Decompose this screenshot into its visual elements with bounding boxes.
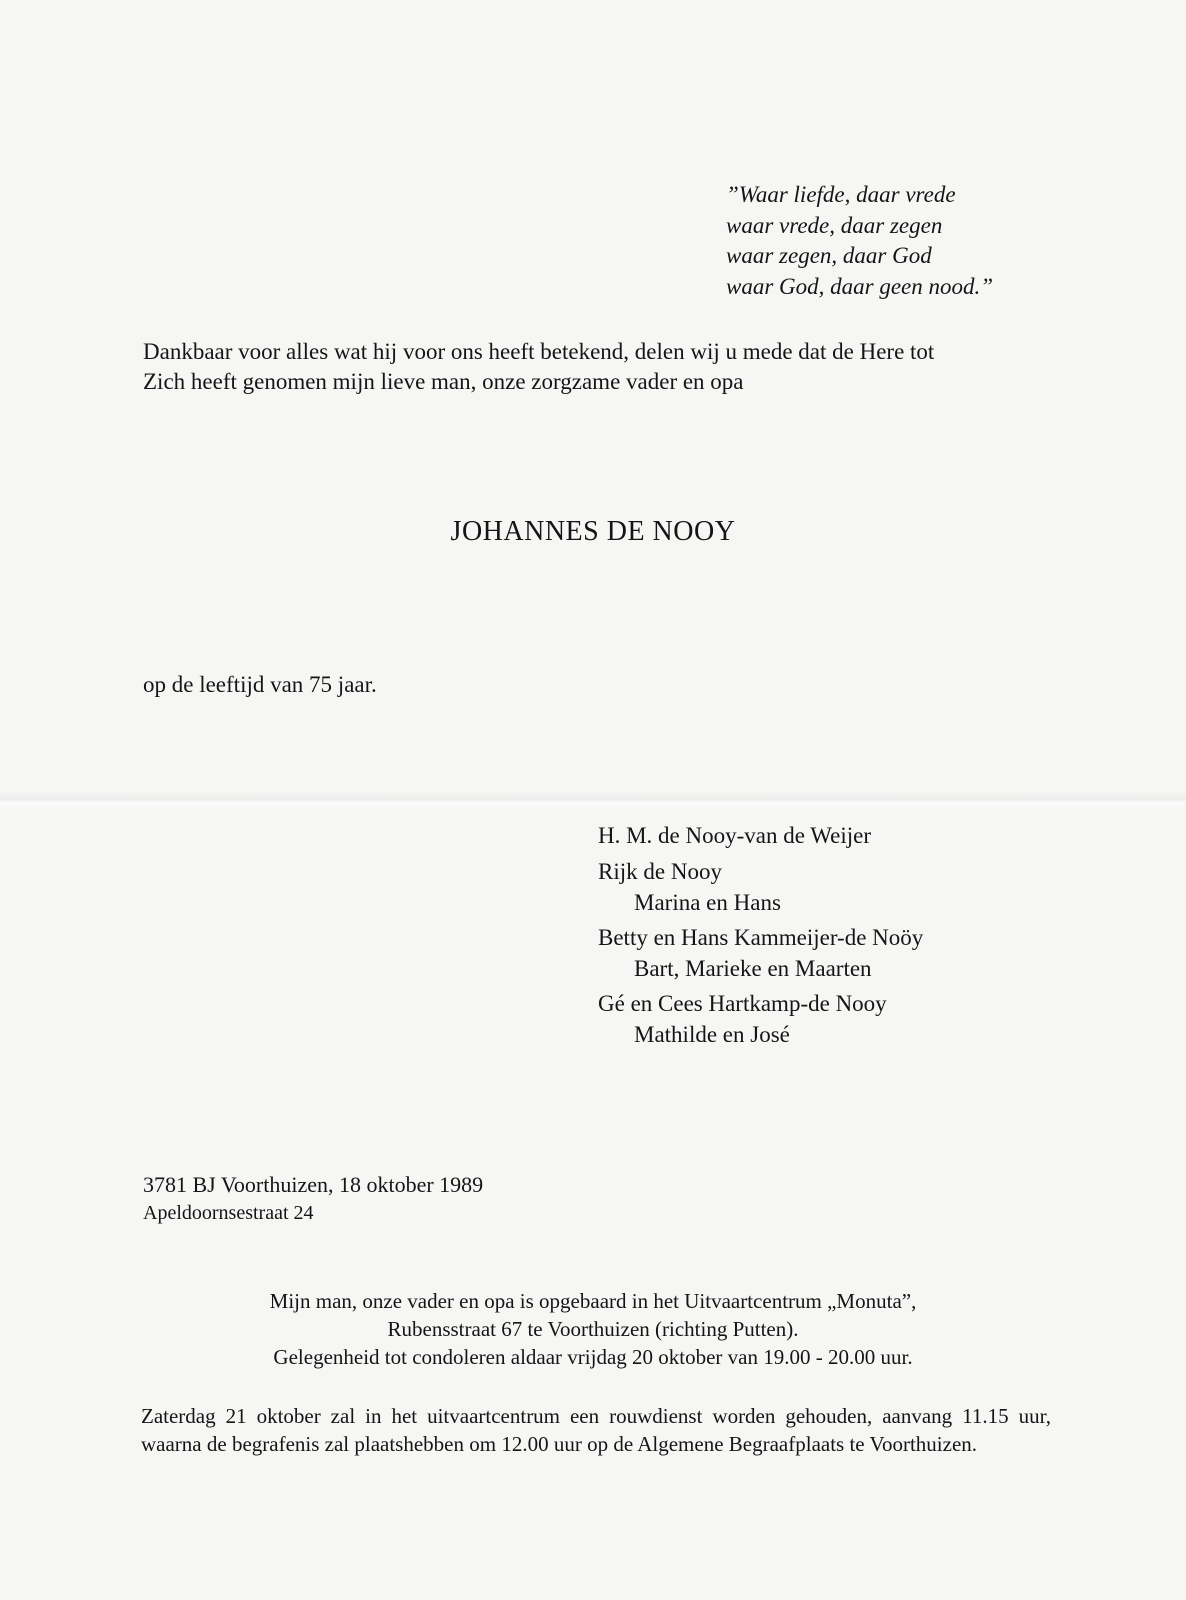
grandchildren-names: Mathilde en José bbox=[634, 1022, 790, 1047]
visitation-line: Gelegenheid tot condoleren aldaar vrijdag 20 oktober van 19.00 - 20.00 uur. bbox=[273, 1345, 913, 1369]
grandchildren-names: Marina en Hans bbox=[634, 890, 781, 915]
family-group bbox=[598, 856, 923, 918]
street-address: Apeldoornsestraat 24 bbox=[143, 1202, 314, 1224]
deceased-name: JOHANNES DE NOOY bbox=[450, 516, 736, 547]
family-group bbox=[598, 988, 923, 1050]
family-member-name: Rijk de Nooy bbox=[598, 859, 722, 884]
address-block bbox=[143, 1170, 483, 1226]
family-member-name: Gé en Cees Hartkamp-de Nooy bbox=[598, 991, 887, 1016]
family-member-name: H. M. de Nooy-van de Weijer bbox=[598, 823, 872, 848]
family-group bbox=[598, 922, 923, 984]
poem-quote bbox=[726, 180, 993, 302]
grandchildren-names: Bart, Marieke en Maarten bbox=[634, 956, 872, 981]
poem-line: waar zegen, daar God bbox=[726, 243, 932, 268]
paper-fold-line bbox=[0, 790, 1186, 812]
intro-line: Zich heeft genomen mijn lieve man, onze zorgzame vader en opa bbox=[143, 369, 744, 394]
family-list bbox=[598, 820, 923, 1054]
family-member-name: Betty en Hans Kammeijer-de Noöy bbox=[598, 925, 924, 950]
visitation-notice bbox=[0, 1287, 1186, 1371]
funeral-service-notice: Zaterdag 21 oktober zal in het uitvaartcentrum een rouwdienst worden gehouden, aanvang 11.15 uur, waarna de begrafenis zal plaatshebben om 12.00 uur op de Algemene Begraafplaats te Voorthuizen. bbox=[141, 1404, 1051, 1456]
family-group bbox=[598, 820, 923, 852]
announcement-intro bbox=[143, 337, 934, 397]
poem-line: waar vrede, daar zegen bbox=[726, 212, 943, 238]
intro-line: Dankbaar voor alles wat hij voor ons heeft betekend, delen wij u mede dat de Here tot bbox=[143, 339, 935, 364]
visitation-line: Rubensstraat 67 te Voorthuizen (richting Putten). bbox=[387, 1317, 799, 1341]
age-statement: op de leeftijd van 75 jaar. bbox=[143, 672, 377, 697]
visitation-line: Mijn man, onze vader en opa is opgebaard in het Uitvaartcentrum „Monuta”, bbox=[269, 1289, 917, 1313]
place-and-date: 3781 BJ Voorthuizen, 18 oktober 1989 bbox=[143, 1172, 484, 1197]
poem-line: ”Waar liefde, daar vrede bbox=[726, 182, 956, 207]
poem-line: waar God, daar geen nood.” bbox=[726, 273, 994, 299]
